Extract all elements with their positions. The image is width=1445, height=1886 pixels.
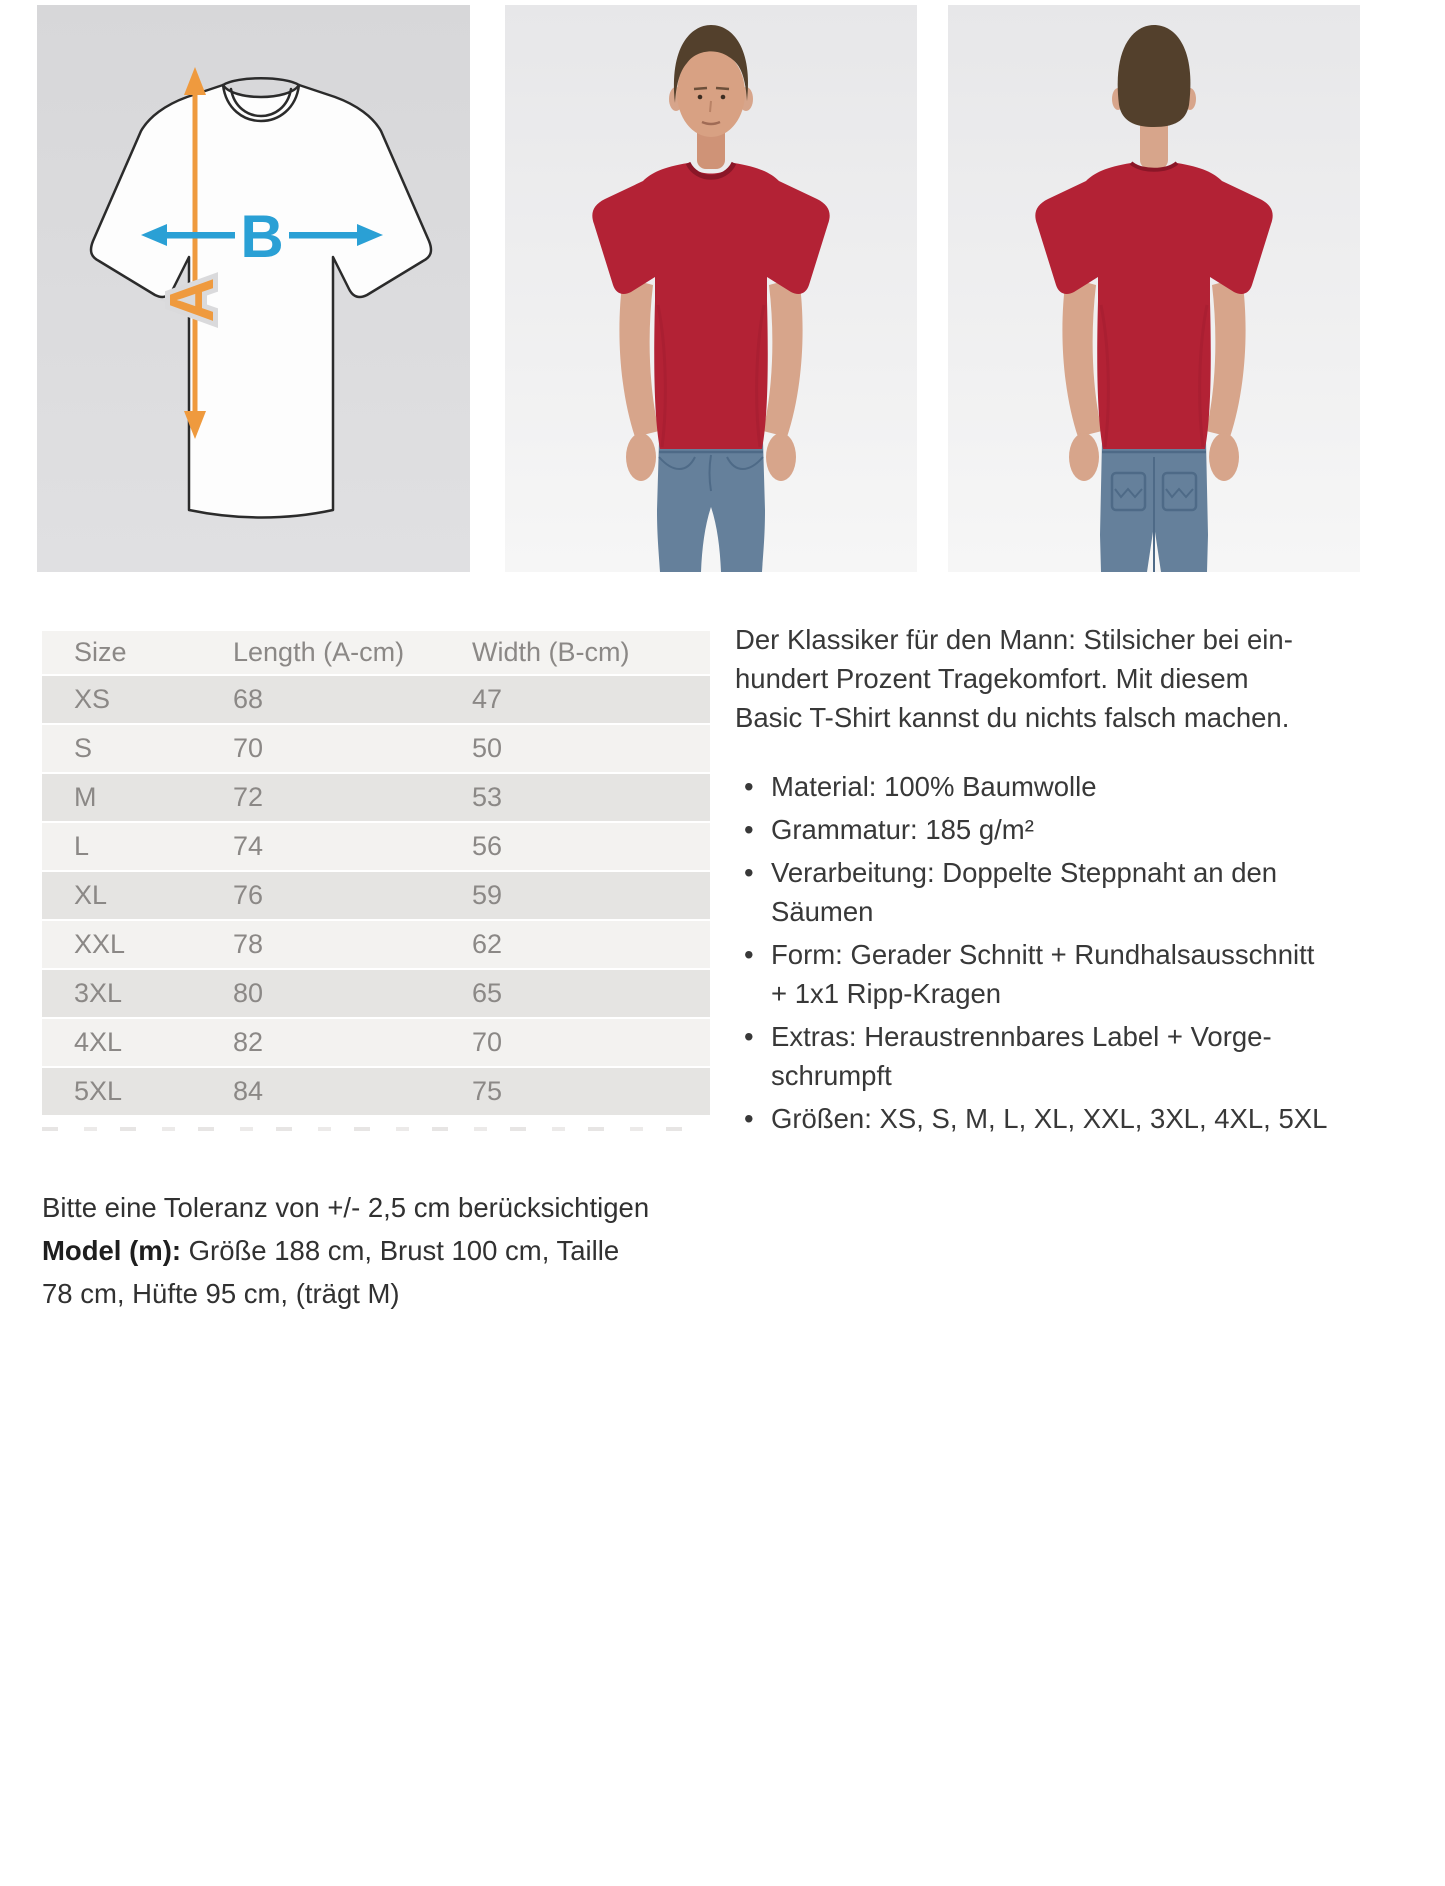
- size-diagram: [37, 5, 470, 572]
- bullet-line: Säumen: [771, 896, 874, 927]
- description-intro: [735, 620, 1383, 737]
- label-a: A: [158, 277, 227, 323]
- bullet-line: + 1x1 Ripp-Kragen: [771, 978, 1002, 1009]
- hair-back: [1118, 25, 1191, 127]
- bullet-item: [735, 810, 1383, 849]
- table-cell: 68: [233, 684, 264, 714]
- table-cell: S: [74, 733, 93, 763]
- header-cell: Width (B-cm): [472, 637, 630, 667]
- table-cell: 70: [472, 1027, 503, 1057]
- table-row: [42, 970, 710, 1017]
- table-cell: 65: [472, 978, 503, 1008]
- table-row: [42, 1019, 710, 1066]
- bullet-item: [735, 853, 1383, 931]
- table-cell: 59: [472, 880, 503, 910]
- table-cell: 72: [233, 782, 264, 812]
- intro-line: hundert Prozent Tragekomfort. Mit diesem: [735, 663, 1249, 694]
- bullet-item: [735, 935, 1383, 1013]
- table-cell: 82: [233, 1027, 264, 1057]
- bullet-line: • Grammatur: 185 g/m²: [771, 814, 1034, 845]
- table-cell: 56: [472, 831, 503, 861]
- bullet-item: [735, 1099, 1383, 1138]
- model-details-part1: Größe 188 cm, Brust 100 cm, Taille: [181, 1235, 620, 1266]
- bullet-item: [735, 1017, 1383, 1095]
- bullet-line: • Verarbeitung: Doppelte Steppnaht an den: [771, 857, 1278, 888]
- table-row: [42, 1068, 710, 1115]
- intro-line: Basic T-Shirt kannst du nichts falsch machen.: [735, 702, 1290, 733]
- size-table-header: [42, 631, 710, 674]
- table-cell: 47: [472, 684, 503, 714]
- label-b: B: [240, 203, 284, 270]
- table-row: [42, 872, 710, 919]
- model-back-illustration: [948, 5, 1360, 572]
- table-cell: 78: [233, 929, 264, 959]
- bullet-line: • Größen: XS, S, M, L, XL, XXL, 3XL, 4XL, 5XL: [771, 1103, 1328, 1134]
- table-cell: 75: [472, 1076, 503, 1106]
- table-cell: XL: [74, 880, 108, 910]
- table-cell: 80: [233, 978, 264, 1008]
- table-cell: 62: [472, 929, 503, 959]
- bullet-line: schrumpft: [771, 1060, 892, 1091]
- table-cell: 74: [233, 831, 264, 861]
- size-table-cutoff-row: [42, 1127, 702, 1131]
- header-cell: Length (A-cm): [233, 637, 405, 667]
- table-cell: 50: [472, 733, 503, 763]
- table-row: [42, 725, 710, 772]
- table-cell: L: [74, 831, 90, 861]
- table-cell: 70: [233, 733, 264, 763]
- table-row: [42, 921, 710, 968]
- jeans-back: [1100, 441, 1208, 572]
- size-diagram-image: [37, 5, 470, 572]
- product-description: [735, 620, 1383, 1142]
- bullet-line: • Material: 100% Baumwolle: [771, 771, 1097, 802]
- table-row: [42, 774, 710, 821]
- intro-line: Der Klassiker für den Mann: Stilsicher bei ein-: [735, 624, 1293, 655]
- size-table: [42, 631, 710, 1117]
- model-note-line1: [42, 1229, 662, 1272]
- table-cell: 84: [233, 1076, 264, 1106]
- bullet-item: [735, 767, 1383, 806]
- table-cell: 76: [233, 880, 264, 910]
- model-note-line2: 78 cm, Hüfte 95 cm, (trägt M): [42, 1278, 400, 1309]
- bullet-line: • Form: Gerader Schnitt + Rundhalsausschnitt: [771, 939, 1315, 970]
- table-cell: XS: [74, 684, 111, 714]
- table-cell: 3XL: [74, 978, 123, 1008]
- size-table-body: [42, 676, 710, 1115]
- header-cell: Size: [74, 637, 127, 667]
- table-cell: 5XL: [74, 1076, 123, 1106]
- table-cell: 4XL: [74, 1027, 123, 1057]
- model-front-illustration: [505, 5, 917, 572]
- table-cell: M: [74, 782, 97, 812]
- table-cell: XXL: [74, 929, 126, 959]
- bullet-line: • Extras: Heraustrennbares Label + Vorge-: [771, 1021, 1272, 1052]
- measurement-notes: [42, 1186, 662, 1315]
- tolerance-note: Bitte eine Toleranz von +/- 2,5 cm berücksichtigen: [42, 1192, 650, 1223]
- description-bullet-list: [735, 767, 1383, 1138]
- table-row: [42, 823, 710, 870]
- table-row: [42, 676, 710, 723]
- table-cell: 53: [472, 782, 503, 812]
- model-front-photo: [505, 5, 917, 572]
- model-label: Model (m):: [42, 1235, 182, 1266]
- model-back-photo: [948, 5, 1360, 572]
